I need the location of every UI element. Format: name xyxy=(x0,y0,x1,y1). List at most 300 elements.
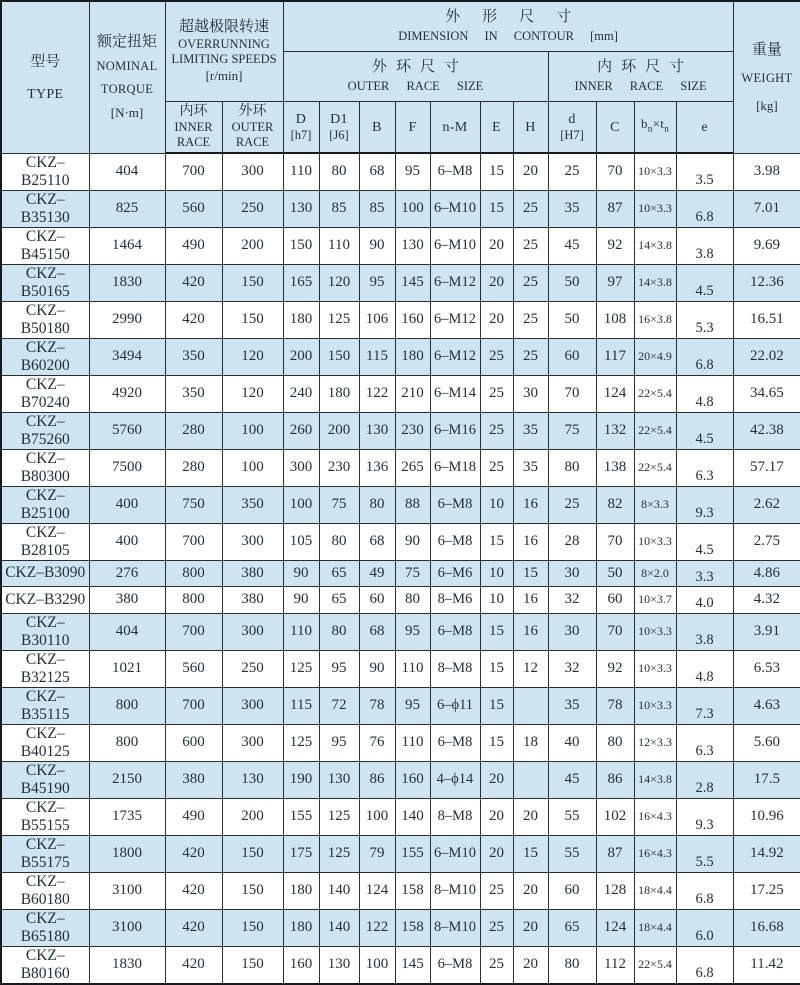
cell-D1: 75 xyxy=(319,486,359,523)
cell-H: 20 xyxy=(513,872,548,909)
cell-D: 110 xyxy=(283,153,319,190)
cell-weight: 4.86 xyxy=(733,560,800,587)
cell-e: 5.5 xyxy=(676,835,733,872)
cell-F: 158 xyxy=(395,909,430,946)
cell-torque: 4920 xyxy=(89,375,165,412)
cell-type: CKZ–B60180 xyxy=(1,872,89,909)
cell-n-M: 6–M8 xyxy=(430,523,480,560)
table-row xyxy=(1,153,800,190)
cell-d: 65 xyxy=(548,909,596,946)
cell-bt: 22×5.4 xyxy=(634,946,676,984)
cell-D: 130 xyxy=(283,190,319,227)
col-header-D: D [h7] xyxy=(283,101,319,153)
cell-type: CKZ–B75260 xyxy=(1,412,89,449)
cell-e: 4.8 xyxy=(676,650,733,687)
cell-F: 80 xyxy=(395,587,430,614)
cell-d: 30 xyxy=(548,560,596,587)
cell-C: 70 xyxy=(596,153,634,190)
cell-e: 7.3 xyxy=(676,687,733,724)
cell-d: 35 xyxy=(548,687,596,724)
dimension-label-en: DIMENSION IN CONTOUR [mm] xyxy=(398,29,618,44)
table-row xyxy=(1,227,800,264)
cell-C: 80 xyxy=(596,724,634,761)
table-row xyxy=(1,909,800,946)
cell-weight: 7.01 xyxy=(733,190,800,227)
cell-speed-inner: 420 xyxy=(165,872,222,909)
torque-label-en2: TORQUE xyxy=(100,82,154,97)
weight-unit: [kg] xyxy=(756,97,778,113)
cell-B: 80 xyxy=(359,486,395,523)
cell-H: 35 xyxy=(513,412,548,449)
col-header-outer-speed xyxy=(222,101,283,153)
cell-E: 10 xyxy=(480,560,513,587)
cell-d: 80 xyxy=(548,946,596,984)
cell-D: 115 xyxy=(283,687,319,724)
cell-D1: 80 xyxy=(319,153,359,190)
col-header-weight xyxy=(733,1,800,153)
type-label-en: TYPE xyxy=(27,86,64,102)
cell-E: 25 xyxy=(480,946,513,984)
cell-bt: 8×3.3 xyxy=(634,486,676,523)
outer-speed-zh: 外环 xyxy=(238,104,267,120)
cell-torque: 1830 xyxy=(89,264,165,301)
cell-B: 68 xyxy=(359,523,395,560)
cell-B: 79 xyxy=(359,835,395,872)
cell-torque: 5760 xyxy=(89,412,165,449)
table-row xyxy=(1,761,800,798)
cell-n-M: 6–M16 xyxy=(430,412,480,449)
cell-speed-outer: 200 xyxy=(222,798,283,835)
cell-F: 100 xyxy=(395,190,430,227)
cell-e: 9.3 xyxy=(676,798,733,835)
table-row xyxy=(1,264,800,301)
cell-speed-outer: 100 xyxy=(222,412,283,449)
col-header-E: E xyxy=(480,101,513,153)
cell-bt: 10×3.3 xyxy=(634,153,676,190)
cell-E: 25 xyxy=(480,872,513,909)
cell-D: 175 xyxy=(283,835,319,872)
col-header-C: C xyxy=(596,101,634,153)
col-header-F: F xyxy=(395,101,430,153)
cell-d: 32 xyxy=(548,587,596,614)
cell-H: 16 xyxy=(513,613,548,650)
header-row-1 xyxy=(1,1,800,51)
cell-speed-inner: 560 xyxy=(165,190,222,227)
cell-H: 25 xyxy=(513,301,548,338)
cell-D1: 200 xyxy=(319,412,359,449)
cell-D1: 125 xyxy=(319,301,359,338)
cell-E: 10 xyxy=(480,587,513,614)
cell-D: 150 xyxy=(283,227,319,264)
cell-type: CKZ–B25110 xyxy=(1,153,89,190)
cell-C: 86 xyxy=(596,761,634,798)
cell-e: 3.3 xyxy=(676,560,733,587)
cell-B: 49 xyxy=(359,560,395,587)
cell-speed-inner: 350 xyxy=(165,338,222,375)
speeds-label-en2: LIMITING SPEEDS xyxy=(171,52,277,67)
cell-E: 25 xyxy=(480,412,513,449)
cell-torque: 400 xyxy=(89,523,165,560)
table-row xyxy=(1,560,800,587)
cell-torque: 3100 xyxy=(89,909,165,946)
cell-e: 4.0 xyxy=(676,587,733,614)
cell-speed-inner: 800 xyxy=(165,587,222,614)
cell-E: 15 xyxy=(480,523,513,560)
cell-type: CKZ–B40125 xyxy=(1,724,89,761)
cell-D1: 80 xyxy=(319,613,359,650)
cell-D: 160 xyxy=(283,946,319,984)
cell-weight: 17.25 xyxy=(733,872,800,909)
cell-H: 25 xyxy=(513,338,548,375)
cell-D: 240 xyxy=(283,375,319,412)
cell-e: 6.8 xyxy=(676,338,733,375)
cell-speed-outer: 300 xyxy=(222,724,283,761)
cell-F: 75 xyxy=(395,560,430,587)
cell-d: 45 xyxy=(548,227,596,264)
col-header-torque xyxy=(89,1,165,153)
cell-F: 110 xyxy=(395,724,430,761)
cell-H: 20 xyxy=(513,946,548,984)
cell-H: 16 xyxy=(513,587,548,614)
dimension-label-zh: 外形尺寸 xyxy=(445,9,594,26)
cell-weight: 22.02 xyxy=(733,338,800,375)
cell-C: 70 xyxy=(596,523,634,560)
cell-C: 128 xyxy=(596,872,634,909)
cell-H: 16 xyxy=(513,523,548,560)
cell-B: 136 xyxy=(359,449,395,486)
cell-n-M: 8–M10 xyxy=(430,872,480,909)
cell-n-M: 6–M8 xyxy=(430,613,480,650)
cell-type: CKZ–B28105 xyxy=(1,523,89,560)
inner-speed-en1: INNER xyxy=(174,120,213,135)
cell-E: 25 xyxy=(480,909,513,946)
cell-weight: 17.5 xyxy=(733,761,800,798)
cell-type: CKZ–B50165 xyxy=(1,264,89,301)
speeds-label-zh: 超越极限转速 xyxy=(178,19,269,36)
cell-speed-inner: 280 xyxy=(165,412,222,449)
cell-type: CKZ–B55175 xyxy=(1,835,89,872)
cell-type: CKZ–B3290 xyxy=(1,587,89,614)
cell-B: 95 xyxy=(359,264,395,301)
cell-n-M: 6–M12 xyxy=(430,301,480,338)
cell-d: 75 xyxy=(548,412,596,449)
cell-E: 25 xyxy=(480,449,513,486)
cell-bt: 10×3.3 xyxy=(634,523,676,560)
cell-F: 145 xyxy=(395,946,430,984)
cell-B: 106 xyxy=(359,301,395,338)
table-row xyxy=(1,412,800,449)
cell-H: 20 xyxy=(513,153,548,190)
table-row xyxy=(1,523,800,560)
cell-n-M: 6–M18 xyxy=(430,449,480,486)
cell-E: 20 xyxy=(480,798,513,835)
cell-speed-inner: 420 xyxy=(165,909,222,946)
cell-H: 25 xyxy=(513,190,548,227)
cell-e: 6.3 xyxy=(676,724,733,761)
cell-bt: 14×3.8 xyxy=(634,264,676,301)
cell-n-M: 6–M8 xyxy=(430,946,480,984)
col-header-e: e xyxy=(676,101,733,153)
cell-speed-inner: 490 xyxy=(165,798,222,835)
table-row xyxy=(1,375,800,412)
cell-weight: 12.36 xyxy=(733,264,800,301)
cell-F: 130 xyxy=(395,227,430,264)
cell-type: CKZ–B60200 xyxy=(1,338,89,375)
cell-type: CKZ–B45190 xyxy=(1,761,89,798)
cell-torque: 3100 xyxy=(89,872,165,909)
cell-e: 6.8 xyxy=(676,946,733,984)
cell-D: 125 xyxy=(283,724,319,761)
cell-speed-outer: 250 xyxy=(222,650,283,687)
cell-d: 28 xyxy=(548,523,596,560)
cell-d: 30 xyxy=(548,613,596,650)
cell-D: 110 xyxy=(283,613,319,650)
cell-D1: 120 xyxy=(319,264,359,301)
weight-label-en: WEIGHT xyxy=(741,70,793,85)
cell-torque: 1021 xyxy=(89,650,165,687)
cell-C: 87 xyxy=(596,835,634,872)
cell-C: 102 xyxy=(596,798,634,835)
cell-C: 97 xyxy=(596,264,634,301)
col-header-speeds xyxy=(165,1,283,101)
cell-n-M: 6–ϕ11 xyxy=(430,687,480,724)
cell-E: 15 xyxy=(480,724,513,761)
cell-weight: 34.65 xyxy=(733,375,800,412)
cell-type: CKZ–B3090 xyxy=(1,560,89,587)
table-row xyxy=(1,724,800,761)
cell-weight: 10.96 xyxy=(733,798,800,835)
cell-torque: 1735 xyxy=(89,798,165,835)
cell-D: 190 xyxy=(283,761,319,798)
cell-B: 130 xyxy=(359,412,395,449)
cell-speed-inner: 420 xyxy=(165,264,222,301)
cell-weight: 14.92 xyxy=(733,835,800,872)
cell-D: 180 xyxy=(283,909,319,946)
cell-D1: 130 xyxy=(319,761,359,798)
cell-B: 100 xyxy=(359,798,395,835)
cell-e: 4.5 xyxy=(676,264,733,301)
table-header xyxy=(1,1,800,153)
cell-type: CKZ–B45150 xyxy=(1,227,89,264)
type-label-zh: 型号 xyxy=(30,53,61,70)
cell-n-M: 4–ϕ14 xyxy=(430,761,480,798)
cell-E: 20 xyxy=(480,301,513,338)
cell-speed-outer: 130 xyxy=(222,761,283,798)
cell-H: 15 xyxy=(513,560,548,587)
cell-type: CKZ–B65180 xyxy=(1,909,89,946)
cell-speed-inner: 280 xyxy=(165,449,222,486)
cell-F: 95 xyxy=(395,613,430,650)
cell-torque: 404 xyxy=(89,153,165,190)
cell-speed-inner: 750 xyxy=(165,486,222,523)
cell-C: 108 xyxy=(596,301,634,338)
cell-n-M: 8–M10 xyxy=(430,909,480,946)
cell-F: 140 xyxy=(395,798,430,835)
cell-speed-inner: 420 xyxy=(165,301,222,338)
speeds-unit: [r/min] xyxy=(205,68,243,84)
cell-C: 78 xyxy=(596,687,634,724)
cell-torque: 380 xyxy=(89,587,165,614)
cell-D1: 80 xyxy=(319,523,359,560)
cell-C: 82 xyxy=(596,486,634,523)
cell-bt: 22×5.4 xyxy=(634,412,676,449)
cell-D: 90 xyxy=(283,560,319,587)
cell-n-M: 6–M10 xyxy=(430,227,480,264)
cell-C: 92 xyxy=(596,227,634,264)
table-row xyxy=(1,190,800,227)
cell-e: 3.5 xyxy=(676,153,733,190)
cell-D: 300 xyxy=(283,449,319,486)
col-header-D1: D1 [J6] xyxy=(319,101,359,153)
torque-label-zh: 额定扭矩 xyxy=(96,34,157,51)
cell-D1: 140 xyxy=(319,872,359,909)
cell-B: 76 xyxy=(359,724,395,761)
cell-torque: 276 xyxy=(89,560,165,587)
cell-speed-outer: 380 xyxy=(222,560,283,587)
cell-e: 9.3 xyxy=(676,486,733,523)
cell-speed-outer: 120 xyxy=(222,375,283,412)
cell-speed-inner: 560 xyxy=(165,650,222,687)
cell-e: 6.0 xyxy=(676,909,733,946)
cell-E: 25 xyxy=(480,338,513,375)
cell-weight: 9.69 xyxy=(733,227,800,264)
cell-e: 6.3 xyxy=(676,449,733,486)
cell-e: 6.8 xyxy=(676,190,733,227)
cell-E: 20 xyxy=(480,761,513,798)
outer-race-size-zh: 外环尺寸 xyxy=(371,59,468,75)
cell-F: 90 xyxy=(395,523,430,560)
cell-speed-inner: 700 xyxy=(165,153,222,190)
cell-D1: 230 xyxy=(319,449,359,486)
cell-type: CKZ–B80300 xyxy=(1,449,89,486)
cell-weight: 3.91 xyxy=(733,613,800,650)
cell-E: 20 xyxy=(480,227,513,264)
cell-H: 15 xyxy=(513,835,548,872)
cell-F: 155 xyxy=(395,835,430,872)
cell-bt: 10×3.7 xyxy=(634,587,676,614)
cell-speed-inner: 700 xyxy=(165,687,222,724)
cell-speed-inner: 350 xyxy=(165,375,222,412)
col-header-B: B xyxy=(359,101,395,153)
cell-F: 145 xyxy=(395,264,430,301)
cell-d: 50 xyxy=(548,264,596,301)
cell-speed-inner: 490 xyxy=(165,227,222,264)
cell-B: 122 xyxy=(359,375,395,412)
col-header-outer-race-size xyxy=(283,51,548,101)
cell-D1: 125 xyxy=(319,835,359,872)
cell-C: 60 xyxy=(596,587,634,614)
cell-type: CKZ–B32125 xyxy=(1,650,89,687)
cell-n-M: 6–M14 xyxy=(430,375,480,412)
cell-speed-inner: 420 xyxy=(165,946,222,984)
cell-B: 122 xyxy=(359,909,395,946)
cell-D1: 65 xyxy=(319,587,359,614)
outer-speed-en1: OUTER xyxy=(231,120,274,135)
cell-B: 68 xyxy=(359,153,395,190)
cell-type: CKZ–B35115 xyxy=(1,687,89,724)
table-row xyxy=(1,835,800,872)
cell-speed-outer: 150 xyxy=(222,301,283,338)
cell-C: 112 xyxy=(596,946,634,984)
cell-n-M: 8–M6 xyxy=(430,587,480,614)
cell-H: 25 xyxy=(513,264,548,301)
cell-bt: 12×3.3 xyxy=(634,724,676,761)
cell-weight: 4.63 xyxy=(733,687,800,724)
table-row xyxy=(1,613,800,650)
torque-label-en1: NOMINAL xyxy=(96,59,158,74)
cell-B: 60 xyxy=(359,587,395,614)
cell-e: 5.3 xyxy=(676,301,733,338)
cell-F: 160 xyxy=(395,301,430,338)
cell-weight: 57.17 xyxy=(733,449,800,486)
cell-speed-outer: 100 xyxy=(222,449,283,486)
cell-torque: 3494 xyxy=(89,338,165,375)
cell-F: 110 xyxy=(395,650,430,687)
col-header-H: H xyxy=(513,101,548,153)
cell-n-M: 6–M6 xyxy=(430,560,480,587)
cell-H: 20 xyxy=(513,798,548,835)
cell-n-M: 6–M12 xyxy=(430,264,480,301)
cell-speed-outer: 300 xyxy=(222,613,283,650)
cell-F: 210 xyxy=(395,375,430,412)
cell-H xyxy=(513,761,548,798)
cell-e: 2.8 xyxy=(676,761,733,798)
cell-weight: 5.60 xyxy=(733,724,800,761)
cell-e: 3.8 xyxy=(676,613,733,650)
cell-D1: 95 xyxy=(319,650,359,687)
cell-type: CKZ–B25100 xyxy=(1,486,89,523)
cell-C: 87 xyxy=(596,190,634,227)
cell-torque: 800 xyxy=(89,687,165,724)
cell-F: 95 xyxy=(395,153,430,190)
cell-speed-outer: 300 xyxy=(222,687,283,724)
table-row xyxy=(1,301,800,338)
weight-label-zh: 重量 xyxy=(751,41,782,58)
cell-H: 25 xyxy=(513,227,548,264)
cell-torque: 7500 xyxy=(89,449,165,486)
cell-F: 180 xyxy=(395,338,430,375)
cell-speed-outer: 300 xyxy=(222,523,283,560)
cell-speed-outer: 200 xyxy=(222,227,283,264)
cell-D1: 130 xyxy=(319,946,359,984)
cell-e: 4.8 xyxy=(676,375,733,412)
cell-D1: 110 xyxy=(319,227,359,264)
cell-B: 85 xyxy=(359,190,395,227)
cell-bt: 22×5.4 xyxy=(634,375,676,412)
cell-bt: 10×3.3 xyxy=(634,613,676,650)
cell-d: 70 xyxy=(548,375,596,412)
cell-C: 124 xyxy=(596,375,634,412)
cell-B: 90 xyxy=(359,650,395,687)
cell-speed-outer: 120 xyxy=(222,338,283,375)
cell-B: 68 xyxy=(359,613,395,650)
cell-e: 4.5 xyxy=(676,412,733,449)
cell-H: 20 xyxy=(513,909,548,946)
cell-D1: 180 xyxy=(319,375,359,412)
cell-torque: 1800 xyxy=(89,835,165,872)
cell-bt: 18×4.4 xyxy=(634,872,676,909)
cell-B: 78 xyxy=(359,687,395,724)
cell-weight: 16.51 xyxy=(733,301,800,338)
col-header-dimension xyxy=(283,1,733,51)
table-row xyxy=(1,946,800,984)
cell-torque: 404 xyxy=(89,613,165,650)
cell-type: CKZ–B55155 xyxy=(1,798,89,835)
cell-D: 180 xyxy=(283,301,319,338)
cell-weight: 3.98 xyxy=(733,153,800,190)
cell-bt: 16×3.8 xyxy=(634,301,676,338)
cell-torque: 800 xyxy=(89,724,165,761)
